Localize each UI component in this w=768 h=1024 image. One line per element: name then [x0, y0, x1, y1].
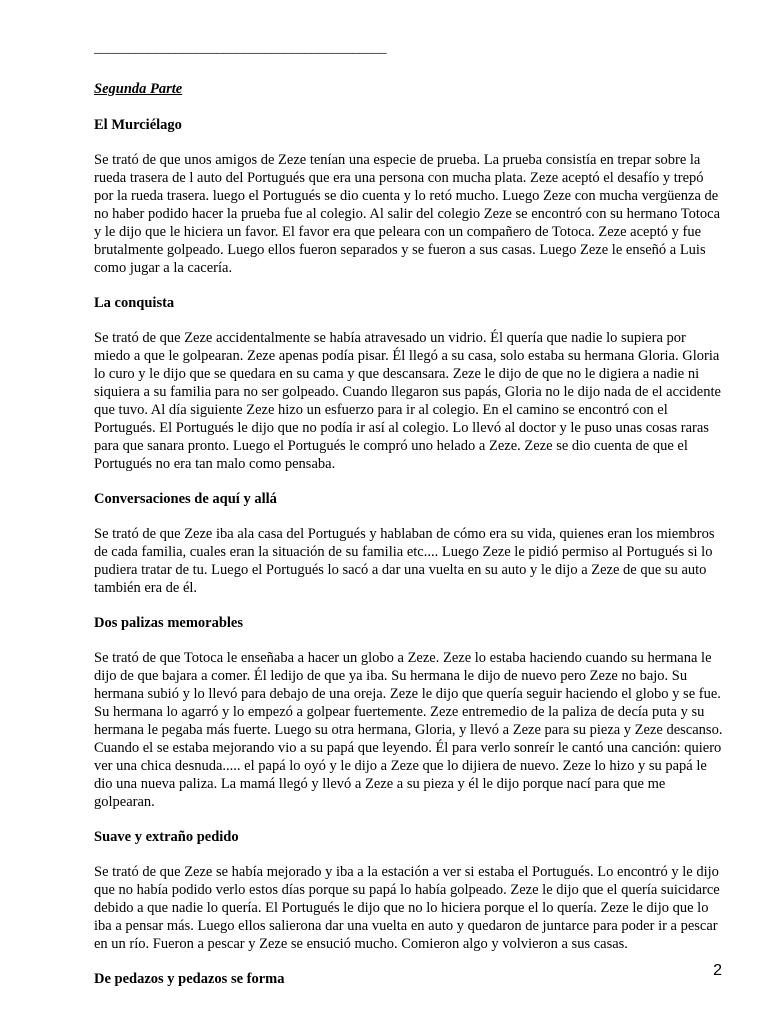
section-suave-pedido	[94, 828, 724, 953]
section-paragraph: Se trató de que Totoca le enseñaba a hacer un globo a Zeze. Zeze lo estaba haciendo cuando su hermana le dijo de que bajara a comer. Él ledijo de que ya iba. Su hermana le dijo de nuevo pero Zeze no bajo. Su hermana subió y lo llevó para debajo de una oreja. Zeze le dijo que quería seguir haciendo el globo y se fue. Su hermana lo agarró y lo empezó a golpear fuertemente. Zeze entremedio de la paliza de decía puta y su hermana le pegaba más fuerte. Luego su otra hermana, Gloria, y llevó a Zeze para su pieza y Zeze descanso. Cuando el se estaba mejorando vio a su papá que leyendo. Él para verlo sonreír le cantó una canción: quiero ver una chica desnuda..... el papá lo oyó y le dijo a Zeze que lo dijiera de nuevo. Zeze lo hizo y su papá le dio una nueva paliza. La mamá llegó y llevó a Zeze a su pieza y él le dijo porque nací para que me golpearan.	[94, 650, 723, 810]
part-title: Segunda Parte	[94, 81, 183, 97]
section-paragraph: Se trató de que Zeze se había mejorado y iba a la estación a ver si estaba el Portugués. Lo encontró y le dijo que no había podido verlo estos días porque su papá lo había golpeado. Zeze le dijo que el quería suicidarce debido a que nadie lo quería. El Portugués le dijo que no lo hiciera porque el lo quería. Zeze le dijo que lo iba a pensar más. Luego ellos salierona dar una vuelta en auto y quedaron de juntarce para poder ir a pescar en un río. Fueron a pescar y Zeze se ensució mucho. Comieron algo y volvieron a sus casas.	[94, 864, 720, 952]
section-heading: De pedazos y pedazos se forma	[94, 971, 285, 987]
section-heading: El Murciélago	[94, 117, 182, 133]
page-number: 2	[713, 962, 722, 979]
section-conquista	[94, 294, 724, 473]
section-heading: Suave y extraño pedido	[94, 829, 239, 845]
section-heading: Dos palizas memorables	[94, 615, 244, 631]
section-pedazos	[94, 970, 724, 988]
document-page	[94, 40, 724, 1005]
section-heading: Conversaciones de aquí y allá	[94, 491, 277, 507]
section-murcielago	[94, 116, 724, 277]
section-paragraph: Se trató de que Zeze iba ala casa del Portugués y hablaban de cómo era su vida, quienes eran los miembros de cada familia, cuales eran la situación de su familia etc.... Luego Zeze le pidió permiso al Portugués si lo pudiera tratar de tu. Luego el Portugués lo sacó a dar una vuelta en su auto y le dijo a Zeze de que su auto también era de él.	[94, 526, 715, 596]
section-conversaciones	[94, 490, 724, 597]
section-dos-palizas	[94, 614, 724, 811]
section-paragraph: Se trató de que Zeze accidentalmente se había atravesado un vidrio. Él quería que nadie lo supiera por miedo a que le golpearan. Zeze apenas podía pisar. Él llegó a su casa, solo estaba su hermana Gloria. Gloria lo curo y le dijo que se quedara en su cama y que descansara. Zeze le dijo de que no le digiera a nadie ni siquiera a su familia para no ser golpeado. Cuando llegaron sus papás, Gloria no le dijo nada de el accidente que tuvo. Al día siguiente Zeze hizo un esfuerzo para ir al colegio. En el camino se encontró con el Portugués. El Portugués le dijo que no podía ir así al colegio. Lo llevó al doctor y le puso unas cosas raras para que sanara pronto. Luego el Portugués le compró uno helado a Zeze. Zeze se dio cuenta de que el Portugués no era tan malo como pensaba.	[94, 330, 721, 472]
separator-line: ___________________________________________	[94, 41, 387, 56]
section-paragraph: Se trató de que unos amigos de Zeze tenían una especie de prueba. La prueba consistía en trepar sobre la rueda trasera de l auto del Portugués que era una persona con mucha plata. Zeze aceptó el desafío y trepó por la rueda trasera. luego el Portugués se dio cuenta y lo retó mucho. Luego Zeze con mucha vergüenza de no haber podido hacer la prueba fue al colegio. Al salir del colegio Zeze se encontró con su hermano Totoca y le dijo que le hiciera un favor. El favor era que peleara con un compañero de Totoca. Zeze aceptó y fue brutalmente golpeado. Luego ellos fueron separados y se fueron a sus casas. Luego Zeze le enseñó a Luis como jugar a la cacería.	[94, 152, 721, 276]
section-heading: La conquista	[94, 295, 175, 311]
